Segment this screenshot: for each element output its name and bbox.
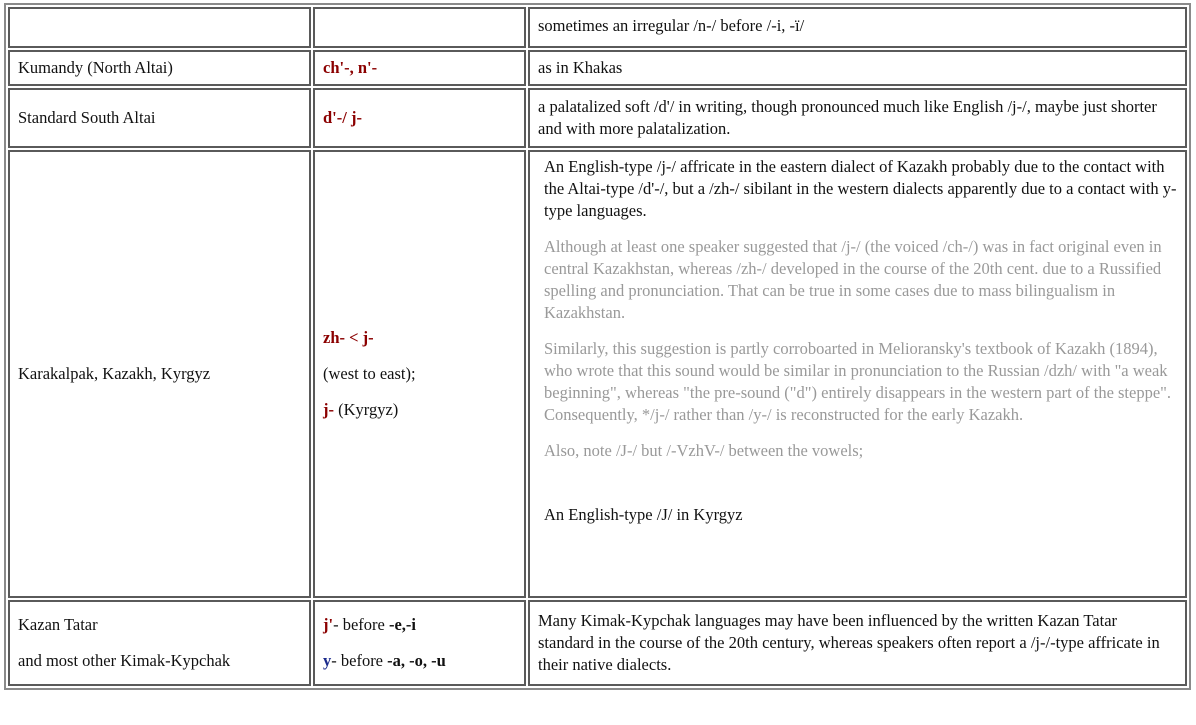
table-row bbox=[8, 7, 1187, 48]
forms-line bbox=[323, 614, 516, 636]
forms-line: (west to east); bbox=[323, 364, 416, 383]
dialect-cell bbox=[8, 600, 311, 686]
forms-line bbox=[323, 650, 516, 672]
forms-cell bbox=[313, 7, 526, 48]
forms-cell bbox=[313, 600, 526, 686]
description-paragraph: An English-type /j-/ affricate in the eastern dialect of Kazakh probably due to the contact with the Altai-type /d'-/, but a /zh-/ sibilant in the western dialects apparently due to a contact with y-type languages. bbox=[544, 157, 1177, 220]
dialect-cell: Kumandy (North Altai) bbox=[8, 50, 311, 86]
description-cell: Many Kimak-Kypchak languages may have been influenced by the written Kazan Tatar standard in the course of the 20th century, whereas speakers often report a /j-/-type affricate in their native dialects. bbox=[528, 600, 1187, 686]
form-note: - before bbox=[331, 651, 388, 670]
table-row bbox=[8, 600, 1187, 686]
description-paragraph: Although at least one speaker suggested that /j-/ (the voiced /ch-/) was in fact original even in central Kazakhstan, whereas /zh-/ developed in the course of the 20th cent. due to a Russified spelling and pronunciation. That can be true in some cases due to mass bilingualism in Kazakhstan. bbox=[544, 237, 1162, 322]
form-symbol: y bbox=[323, 651, 332, 670]
vowel-list: -e,-i bbox=[388, 615, 417, 634]
description-cell: as in Khakas bbox=[528, 50, 1187, 86]
dialect-line: Kazan Tatar bbox=[18, 615, 98, 634]
forms-cell: d'-/ j- bbox=[313, 88, 526, 148]
description-cell: sometimes an irregular /n-/ before /-i, -ï/ bbox=[528, 7, 1187, 48]
description-paragraph: An English-type /J/ in Kyrgyz bbox=[544, 505, 743, 524]
description-cell: a palatalized soft /d'/ in writing, though pronounced much like English /j-/, maybe just shorter and with more palatalization. bbox=[528, 88, 1187, 148]
forms-cell bbox=[313, 150, 526, 598]
table-row bbox=[8, 150, 1187, 598]
forms-cell: ch'-, n'- bbox=[313, 50, 526, 86]
form-symbol: j- bbox=[323, 400, 334, 419]
dialect-line: and most other Kimak-Kypchak bbox=[18, 651, 231, 670]
table-row bbox=[8, 50, 1187, 86]
description-paragraph: Also, note /J-/ but /-VzhV-/ between the vowels; bbox=[544, 441, 864, 460]
dialect-cell: Standard South Altai bbox=[8, 88, 311, 148]
dialect-cell: Karakalpak, Kazakh, Kyrgyz bbox=[8, 150, 311, 598]
form-note: (Kyrgyz) bbox=[334, 400, 399, 419]
dialect-cell bbox=[8, 7, 311, 48]
forms-line: zh- < j- bbox=[323, 328, 374, 347]
form-symbol: j' bbox=[323, 615, 334, 634]
forms-line bbox=[323, 399, 516, 421]
description-cell bbox=[528, 150, 1187, 598]
dialect-table bbox=[4, 3, 1191, 690]
description-paragraph: Similarly, this suggestion is partly corroboarted in Melioransky's textbook of Kazakh (1894), who wrote that this sound would be similar in pronunciation to the Russian /dzh/ with "a weak beginning", whereas "the pre-sound ("d") entirely disappears in the western part of the steppe". Consequently, */j-/ rather than /y-/ is reconstructed for the early Kazakh. bbox=[544, 339, 1172, 424]
form-note: - before bbox=[333, 615, 389, 634]
vowel-list: -a, -o, -u bbox=[387, 651, 446, 670]
table-row bbox=[8, 88, 1187, 148]
